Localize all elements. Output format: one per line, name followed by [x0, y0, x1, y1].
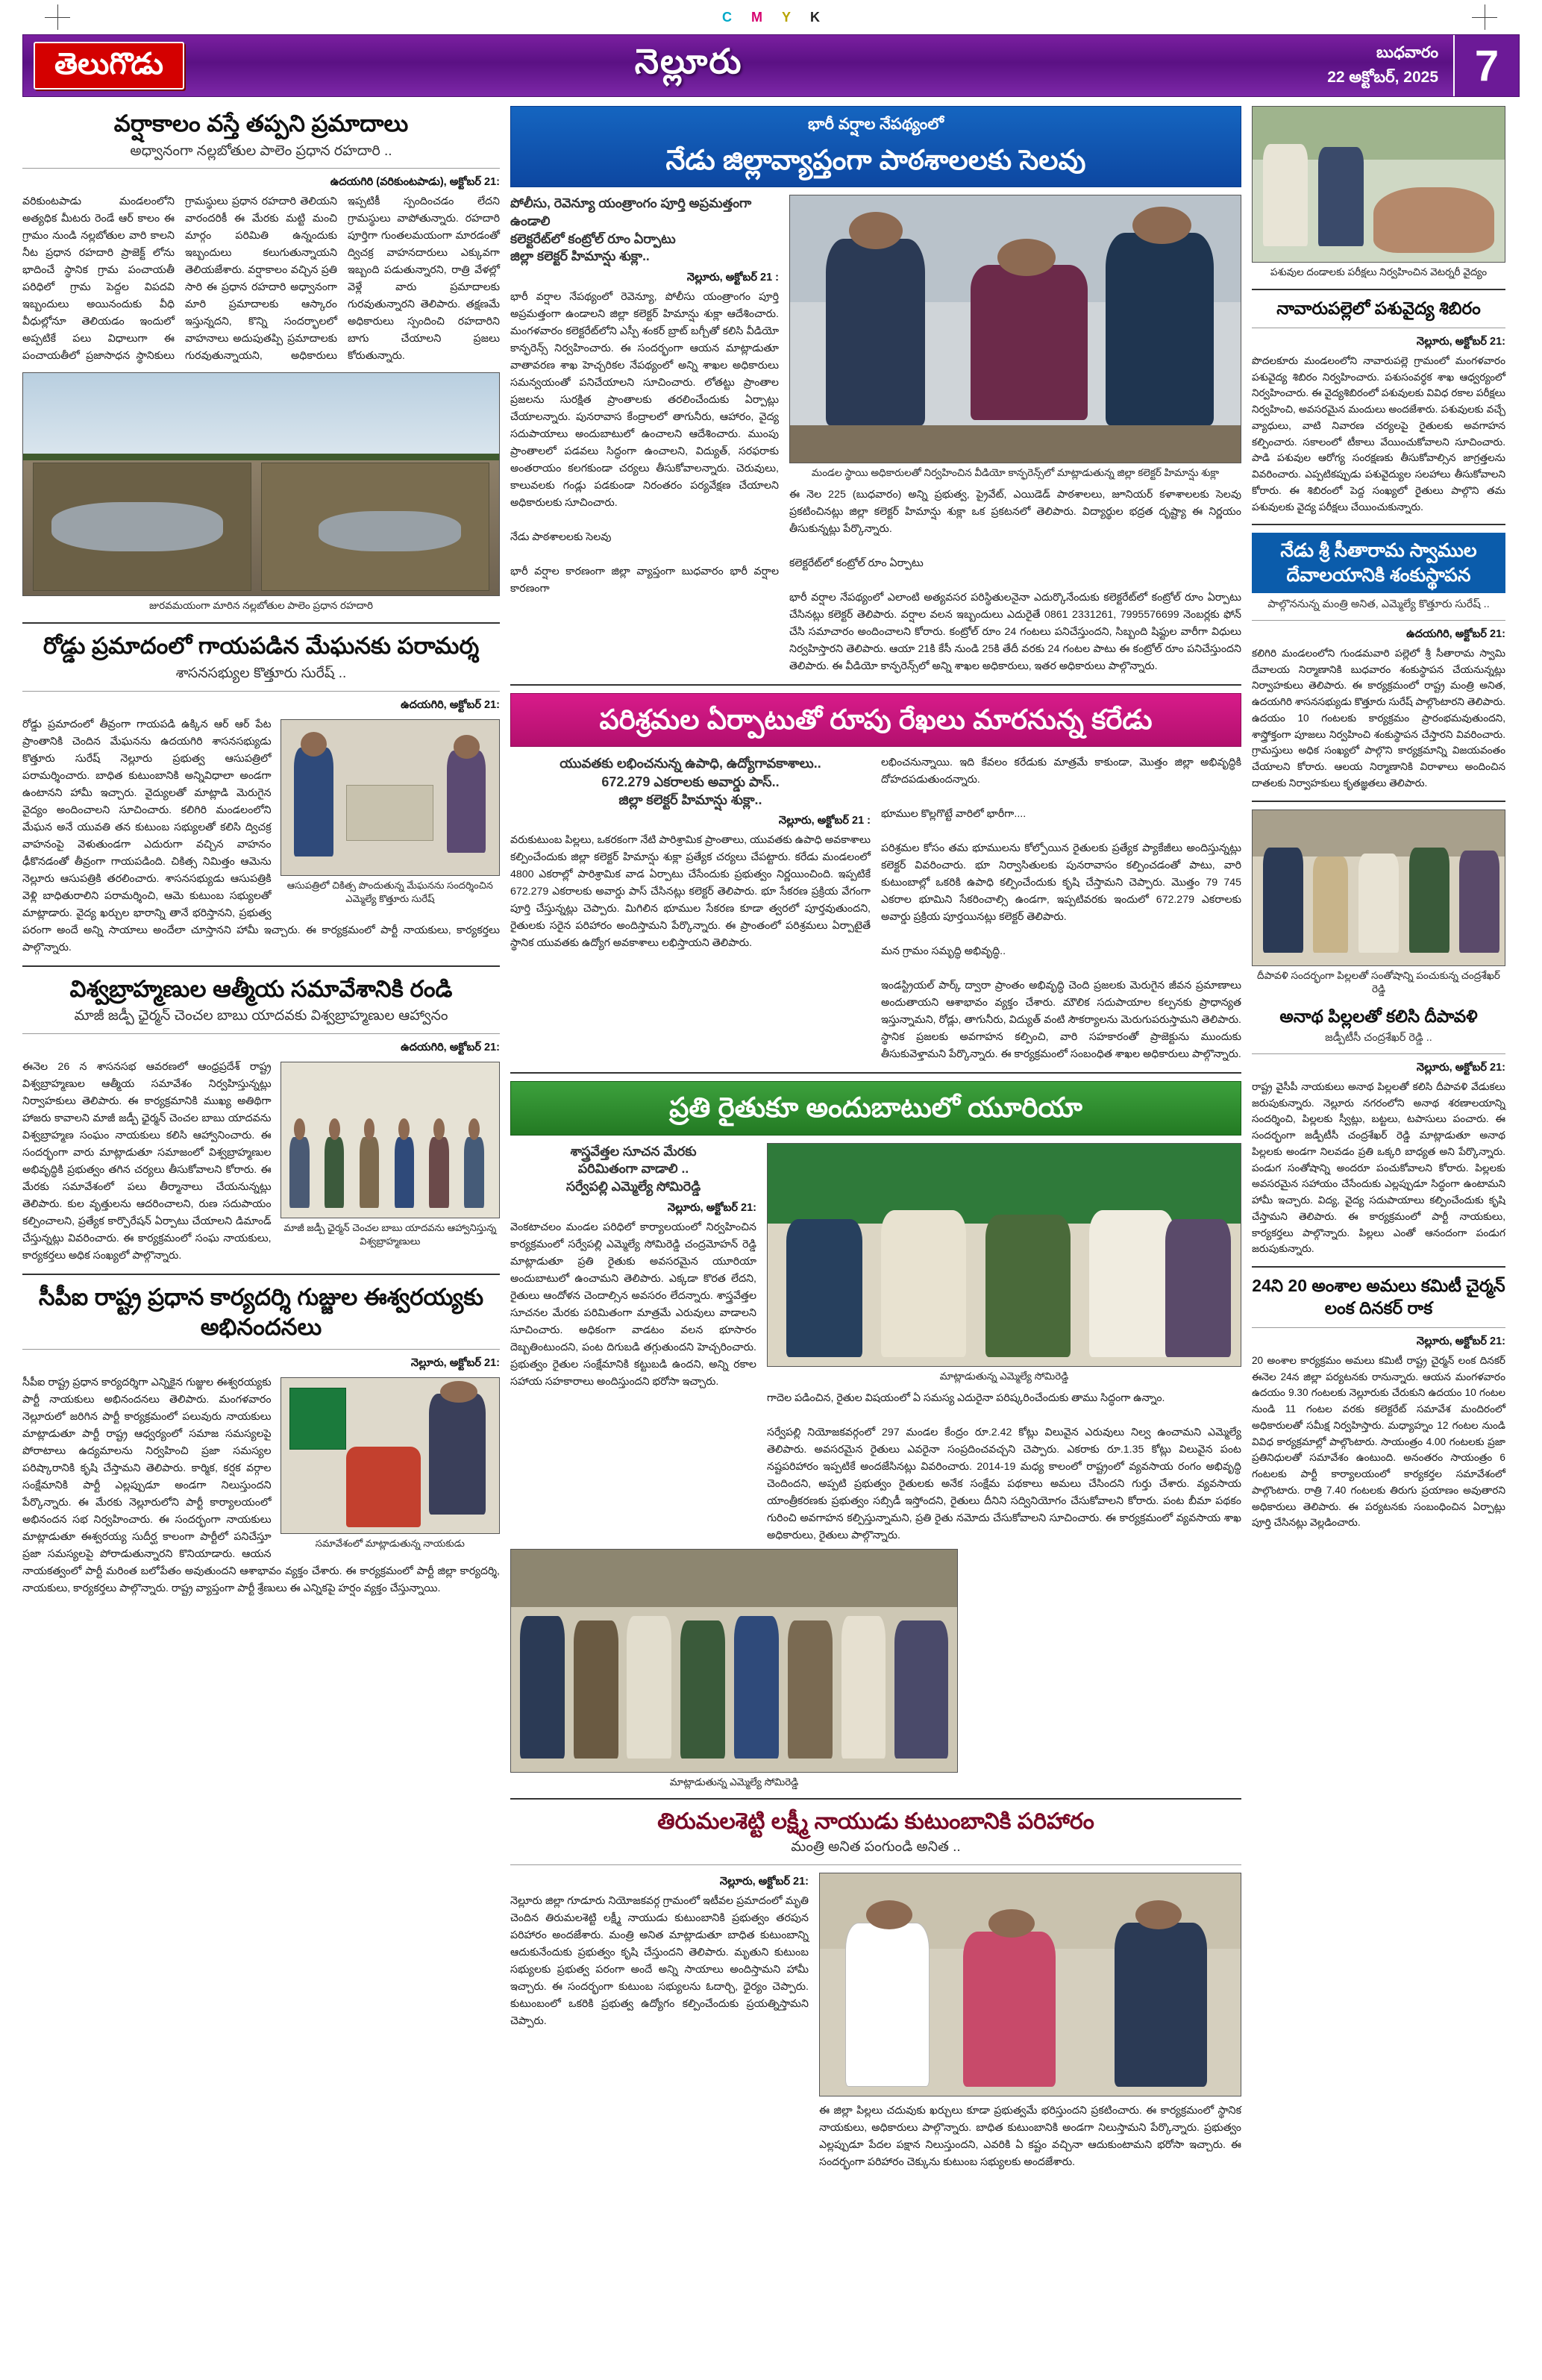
subheadline: పోలీసు, రెవెన్యూ యంత్రాంగం పూర్తి అప్రమత్తంగా ఉండాలి కలెక్టరేట్‌లో కంట్రోల్ రూం ఏర్పాటు జిల్లా కలెక్టర్ హిమాన్షు శుక్లా.. [510, 195, 752, 264]
article-body: కలిగిరి మండలంలోని గుండమవారి పల్లెలో శ్రీ సీతారామ స్వామి దేవాలయ నిర్మాణానికి బుధవారం శంకుస్థాపన చేయనున్నట్లు నిర్వాహకులు తెలిపారు. ఈ కార్యక్రమంలో రాష్ట్ర మంత్రి అనిత, ఉదయగిరి శాసనసభ్యుడు కొత్తూరు సురేష్ పాల్గొంటారని తెలిపారు. ఉదయం 10 గంటలకు కార్యక్రమం ప్రారంభమవుతుందని, శాస్త్రోక్తంగా పూజలు నిర్వహించి శంకుస్థాపన చేస్తారని వివరించారు. గ్రామస్తులు అధిక సంఖ్యలో పాల్గొని కార్యక్రమాన్ని విజయవంతం చేయాలని కోరారు. ఆలయ నిర్మాణానికి విరాళాలు అందించిన దాతలకు నిర్వాహకులు కృతజ్ఞతలు తెలిపారు. [1252, 647, 1505, 789]
subheadline: మంత్రి అనిత పంగుండి అనిత .. [791, 1839, 961, 1856]
headline: నావారుపల్లెలో పశువైద్య శిబిరం [1276, 298, 1481, 318]
headline: వర్షాకాలం వస్తే తప్పని ప్రమాదాలు [113, 110, 409, 137]
dateline: నెల్లూరు, అక్టోబర్ 21: [719, 1876, 809, 1888]
article-body: సీపీఐ రాష్ట్ర ప్రధాన కార్యదర్శిగా ఎన్నికైన గుజ్జుల ఈశ్వరయ్యకు పార్టీ నాయకులు అభినందనలు తెలిపారు. మంగళవారం నెల్లూరులో జరిగిన పార్టీ కార్యక్రమంలో పలువురు నాయకులు మాట్లాడుతూ పార్టీ రాష్ట్ర ఆధ్వర్యంలో సమాజ సమస్యలపై పోరాటాలు ఉద్యమాలను నిర్వహించి ప్రజా సమస్యల పరిష్కారానికి కృషి చేస్తామని తెలిపారు. కార్మిక, కర్షక వర్గాల సంక్షేమానికి పార్టీ ఎల్లప్పుడూ అండగా నిలుస్తుందని పేర్కొన్నారు. ఈ మేరకు నెల్లూరులోని పార్టీ కార్యాలయంలో అభినందన సభ నిర్వహించారు. ఈ సందర్భంగా నాయకులు మాట్లాడుతూ ఈశ్వరయ్య సుదీర్ఘ కాలంగా పార్టీలో పనిచేస్తూ ప్రజా సమస్యలపై పోరాడుతున్నారని కొనియాడారు. ఆయన నాయకత్వంలో పార్టీ మరింత బలోపేతం అవుతుందని ఆశాభావం వ్యక్తం చేశారు. ఈ కార్యక్రమంలో పార్టీ జిల్లా కార్యదర్శి, నాయకులు, కార్యకర్తలు పాల్గొన్నారు. రాష్ట్ర వ్యాప్తంగా పార్టీ శ్రేణులు ఈ ఎన్నికపై హర్షం వ్యక్తం చేస్తున్నాయి. [22, 1377, 500, 1595]
article-body-right: ఈ నెల 225 (బుధవారం) అన్ని ప్రభుత్వ, ప్రైవేట్, ఎయిడెడ్ పాఠశాలలు, జూనియర్ కళాశాలలకు సెలవు ప్రకటించినట్లు జిల్లా కలెక్టర్ హిమాన్షు శుక్లా ఒక ప్రకటనలో తెలిపారు. విద్యార్థుల భద్రత దృష్ట్యా ఈ నిర్ణయం తీసుకున్నట్లు పేర్కొన్నారు. కలెక్టరేట్‌లో కంట్రోల్ రూం ఏర్పాటు భారీ వర్షాల నేపథ్యంలో ఎలాంటి అత్యవసర పరిస్థితులనైనా ఎదుర్కొనేందుకు కలెక్టరేట్‌లో కంట్రోల్ రూం ఏర్పాటు చేసినట్లు కలెక్టర్ తెలిపారు. వర్షాల వలన ఇబ్బందులు ఎదురైతే 0861 2331261, 7995576699 నెంబర్లకు ఫోన్ చేసి సమాచారం అందించాలని కోరారు. కంట్రోల్ రూం 24 గంటలు పనిచేస్తుందని, సిబ్బంది షిఫ్టుల వారీగా విధులు నిర్వహిస్తారని తెలిపారు. ఆయా 21కి కేసీ నుండి 25కి తేదీ వరకు 24 గంటల పాటు ఈ కంట్రోల్ రూం పనిచేస్తుందని తెలిపారు. ఈ వీడియో కాన్ఫరెన్స్‌లో అన్ని శాఖల అధికారులు, ఇతర అధికారులు పాల్గొన్నారు. [789, 489, 1241, 673]
article-photo [280, 1377, 500, 1534]
column-left [22, 106, 500, 2171]
banner-headline: ప్రతి రైతుకూ అందుబాటులో యూరియా [669, 1092, 1082, 1124]
article-body-right: గాదెల పడించిన, రైతుల విషయంలో ఏ సమస్య ఎదురైనా పరిష్కరించేందుకు తాము సిద్ధంగా ఉన్నాం. సర్వేపల్లి నియోజకవర్గంలో 297 మండల కేంద్రం రూ.2.42 కోట్లు విలువైన ఎరువులు నిల్వ ఉంచామని ఎమ్మెల్యే తెలిపారు. అవసరమైన రైతులు ఎవరైనా సంప్రదించవచ్చని చెప్పారు. ఎకరాకు రూ.1.35 కోట్లు విలువైన పంట నష్టపరిహారం ఇప్పటికే అందజేసినట్లు వివరించారు. 2014-19 మధ్య కాలంలో రాష్ట్రంలో వ్యవసాయ రంగం అభివృద్ధి చెందిందని, అప్పటి ప్రభుత్వం రైతులకు అనేక సంక్షేమ పథకాలు అమలు చేసిందని గుర్తు చేశారు. వ్యవసాయ యాంత్రీకరణకు ప్రభుత్వం సబ్సిడీ ఇస్తోందని, రైతులు దీనిని సద్వినియోగం చేసుకోవాలని కోరారు. పంట బీమా పథకం గురించి అవగాహన కల్పిస్తున్నామని, ప్రతి రైతు నమోదు చేసుకోవాలని సూచించారు. ఈ కార్యక్రమంలో వ్యవసాయ శాఖ అధికారులు, రైతులు పాల్గొన్నారు. [767, 1391, 1241, 1541]
article-body: రాష్ట్ర వైసీపీ నాయకులు అనాథ పిల్లలతో కలిసి దీపావళి వేడుకలు జరుపుకున్నారు. నెల్లూరు నగరంలోని అనాథ శరణాలయాన్ని సందర్శించి, పిల్లలకు స్వీట్లు, బట్టలు, టపాసులు పంచారు. ఈ సందర్భంగా జడ్పీటీసీ చంద్రశేఖర్ రెడ్డి మాట్లాడుతూ అనాథ పిల్లలకు అండగా నిలవడం ప్రతి ఒక్కరి బాధ్యత అని పేర్కొన్నారు. పండుగ సంతోషాన్ని అందరూ పంచుకోవాలని కోరారు. పిల్లలకు అవసరమైన సహాయం చేసేందుకు ఎల్లప్పుడూ సిద్ధంగా ఉంటామని హామీ ఇచ్చారు. విద్య, వైద్య సదుపాయాలు కల్పించేందుకు కృషి చేస్తామని తెలిపారు. ఈ కార్యక్రమంలో పార్టీ నాయకులు, కార్యకర్తలు పాల్గొన్నారు. పిల్లలు ఎంతో ఆనందంగా పండుగ జరుపుకున్నారు. [1252, 1080, 1505, 1255]
dateline: నెల్లూరు, అక్టోబర్ 21: [1416, 1061, 1505, 1074]
cmyk-marks [722, 10, 820, 25]
article-photo [280, 1062, 500, 1218]
banner-headline: నేడు జిల్లావ్యాప్తంగా పాఠశాలలకు సెలవు [665, 145, 1086, 175]
lead-banner-schools-holiday [510, 106, 1241, 187]
subheadline: అధ్వానంగా నల్లబోతుల పాలెం ప్రధాన రహదారి .. [130, 143, 392, 159]
lead-photo-caption: మండల స్థాయి అధికారులతో నిర్వహించిన వీడియో కాన్ఫరెన్స్‌లో మాట్లాడుతున్న జిల్లా కలెక్టర్ హిమాన్షు శుక్లా [811, 467, 1220, 479]
subheadline: జడ్పీటీసీ చంద్రశేఖర్ రెడ్డి .. [1325, 1032, 1432, 1045]
dateline: నెల్లూరు, అక్టోబర్ 21 : [778, 815, 871, 827]
banner-urea-farmers [510, 1081, 1241, 1135]
photo-caption: మాట్లాడుతున్న ఎమ్మెల్యే సోమిరెడ్డి [669, 1776, 799, 1788]
masthead-date [1327, 41, 1453, 90]
photo-caption: దీపావళి సందర్భంగా పిల్లలతో సంతోషాన్ని పంచుకున్న చంద్రశేఖర్ రెడ్డి [1257, 969, 1500, 995]
dateline: ఉదయగిరి, అక్టోబర్ 21: [1406, 627, 1505, 640]
weekday: బుధవారం [1376, 44, 1438, 62]
article-body: ఈనెల 26 న శాసనసభ ఆవరణలో ఆంధ్రప్రదేశ్ రాష్ట్ర విశ్వబ్రాహ్మణుల ఆత్మీయ సమావేశం నిర్వహిస్తున్నట్లు నిర్వాహకులు తెలిపారు. ఈ కార్యక్రమానికి ముఖ్య అతిథిగా హాజరు కావాలని మాజీ జడ్పీ ఛైర్మన్ చెంచల బాబు యాదవను విశ్వబ్రాహ్మణ సంఘం నాయకులు కలిసి ఆహ్వానించారు. ఈ సందర్భంగా వారు మాట్లాడుతూ సమాజంలో విశ్వబ్రాహ్మణుల అభివృద్ధికి ప్రభుత్వం తగిన చర్యలు తీసుకోవాలని కోరారు. ఈ మేరకు సమావేశంలో పలు తీర్మానాలు చేయనున్నట్లు తెలిపారు. కుల వృత్తులను ఆదరించాలని, రుణ సదుపాయం కల్పించాలని, ప్రత్యేక కార్పొరేషన్ ఏర్పాటు చేయాలని డిమాండ్ చేస్తున్నట్లు వివరించారు. ఈ కార్యక్రమంలో సంఘ నాయకులు, కార్యకర్తలు అధిక సంఖ్యలో పాల్గొన్నారు. [22, 1060, 272, 1262]
article-body-left: భారీ వర్షాల నేపథ్యంలో రెవెన్యూ, పోలీసు యంత్రాంగం పూర్తి అప్రమత్తంగా ఉండాలని జిల్లా కలెక్టర్ హిమాన్షు శుక్లా ఆదేశించారు. మంగళవారం కలెక్టరేట్‌లోని ఎస్పీ శంకర్ బ్రాట్ బగ్చీతో కలిసి వీడియో కాన్ఫరెన్స్ నిర్వహించారు. ఈ సందర్భంగా ఆయన మాట్లాడుతూ వాతావరణ శాఖ హెచ్చరికల నేపథ్యంలో అన్ని శాఖల అధికారులు సమన్వయంతో పనిచేయాలని సూచించారు. లోతట్టు ప్రాంతాల ప్రజలను సురక్షిత ప్రాంతాలకు తరలించేందుకు ఏర్పాట్లు చేయాలన్నారు. పునరావాస కేంద్రాలలో తాగునీరు, ఆహారం, వైద్య సదుపాయాలు అందుబాటులో ఉంచాలని ఆదేశించారు. ముంపు ప్రాంతాలలో పడవలు సిద్ధంగా ఉంచాలని, విద్యుత్, సరఫరాకు అంతరాయం కలగకుండా చర్యలు తీసుకోవాలన్నారు. చెరువులు, కాలువలకు గండ్లు పడకుండా నిరంతరం పర్యవేక్షణ చేయాలని అధికారులకు సూచించారు. నేడు పాఠశాలలకు సెలవు భారీ వర్షాల కారణంగా జిల్లా వ్యాప్తంగా బుధవారం భారీ వర్షాల కారణంగా [510, 290, 779, 595]
dateline: నెల్లూరు, అక్టోబర్ 21 : [686, 271, 779, 284]
masthead [22, 34, 1520, 97]
story-industries-wrap [510, 754, 1241, 1063]
story-urea-wrap [510, 1143, 1241, 1544]
article-photo [280, 719, 500, 876]
crop-mark-right-icon [1472, 4, 1497, 30]
lead-story-wrap [510, 195, 1241, 675]
dateline: నెల్లూరు, అక్టోబర్ 21: [1416, 335, 1505, 348]
banner-headline: పరిశ్రమల ఏర్పాటుతో రూపు రేఖలు మారనున్న కరేడు [599, 704, 1153, 736]
dateline: ఉదయగిరి, అక్టోబర్ 21: [401, 1041, 500, 1053]
dateline: ఉదయగిరి (వరికుంటపాడు), అక్టోబర్ 21: [330, 176, 500, 189]
article-road-danger [22, 109, 500, 613]
date: 22 అక్టోబర్, 2025 [1327, 69, 1438, 86]
article-photo-wrap [280, 1062, 500, 1248]
headline: రోడ్డు ప్రమాదంలో గాయపడిన మేఘనకు పరామర్శ [43, 633, 480, 660]
subheadline: మాజీ జడ్పీ ఛైర్మన్ చెంచల బాబు యాదవకు విశ్వబ్రాహ్మణుల ఆహ్వానం [74, 1008, 448, 1024]
article-compensation [510, 1807, 1241, 2171]
article-body-right: ఈ జిల్లా పిల్లలు చదువుకు ఖర్చులు కూడా ప్రభుత్వమే భరిస్తుందని ప్రకటించారు. ఈ కార్యక్రమంలో స్థానిక నాయకులు, అధికారులు పాల్గొన్నారు. బాధిత కుటుంబానికి అండగా నిలుస్తామని పేర్కొన్నారు. ప్రభుత్వం ఎల్లప్పుడూ పేదల పక్షాన నిలుస్తుందని, ఎవరికి ఏ కష్టం వచ్చినా ఆదుకుంటామని భరోసా ఇచ్చారు. ఈ సందర్భంగా పరిహారం చెక్కును కుటుంబ సభ్యులకు అందజేశారు. [819, 2105, 1241, 2169]
photo-caption: మాట్లాడుతున్న ఎమ్మెల్యే సోమిరెడ్డి [939, 1370, 1069, 1382]
photo-caption: ఆసుపత్రిలో చికిత్స పొందుతున్న మేఘనను సందర్శించిన ఎమ్మెల్యే కొత్తూరు సురేష్ [286, 879, 493, 904]
article-accident-visit [22, 631, 500, 956]
article-photo [767, 1143, 1241, 1367]
photo-caption: మాజీ జడ్పీ ఛైర్మన్ చెంచల బాబు యాదవను ఆహ్వానిస్తున్న విశ్వబ్రాహ్మణులు [283, 1221, 497, 1247]
headline: అనాథ పిల్లలతో కలిసి దీపావళి [1279, 1006, 1478, 1027]
article-body-left: వరుకుటుంబ పిల్లలు, ఒకరకంగా నేటి పారిశ్రామిక ప్రాంతాలు, యువతకు ఉపాధి అవకాశాలు కల్పించేందుకు జిల్లా కలెక్టర్ హిమాన్షు శుక్లా ప్రత్యేక చర్యలు చేపట్టారు. కరేడు మండలంలో 4800 ఎకరాల్లో పారిశ్రామిక వాడ ఏర్పాటు చేసేందుకు ప్రభుత్వం నిర్ణయించింది. ఇప్పటికే 672.279 ఎకరాలకు అవార్డు పాస్ చేసినట్లు కలెక్టర్ తెలిపారు. భూ సేకరణ ప్రక్రియ వేగంగా పూర్తి చేస్తున్నట్లు చెప్పారు. మిగిలిన భూముల సేకరణ కూడా త్వరలో పూర్తవుతుందని, రైతులకు సరైన పరిహారం అందిస్తామని పేర్కొన్నారు. ఈ ప్రాంతంలో పరిశ్రమలు ఏర్పాటైతే స్థానిక యువతకు ఉద్యోగ అవకాశాలు లభిస్తాయని తెలిపారు. [510, 834, 871, 950]
article-body-left: వెంకటాచలం మండల పరిధిలో కార్యాలయంలో నిర్వహించిన కార్యక్రమంలో సర్వేపల్లి ఎమ్మెల్యే సోమిరెడ్డి చంద్రమోహన్ రెడ్డి మాట్లాడుతూ ప్రతి రైతుకు అవసరమైన యూరియా అందుబాటులో ఉంచామని తెలిపారు. ఎక్కడా కొరత లేదని, రైతులు ఆందోళన చెందాల్సిన అవసరం లేదన్నారు. శాస్త్రవేత్తల సూచనల మేరకు పరిమితంగా మాత్రమే ఎరువులు వాడాలని సూచించారు. అధికంగా వాడటం వలన భూసారం దెబ్బతింటుందని, పంట దిగుబడి తగ్గుతుందని హెచ్చరించారు. ప్రభుత్వం రైతుల సంక్షేమానికి కట్టుబడి ఉందని, అన్ని రకాల సహాయ సహకారాలు అందిస్తుందని భరోసా ఇచ్చారు. [510, 1221, 756, 1388]
dateline: నెల్లూరు, అక్టోబర్ 21: [410, 1357, 500, 1370]
photo-card-diwali [1252, 809, 1505, 998]
article-photo [1252, 106, 1505, 263]
lead-photo [789, 195, 1241, 463]
article-body: రోడ్డు ప్రమాదంలో తీవ్రంగా గాయపడి ఉక్కిన ఆర్ ఆర్ పేట ప్రాంతానికి చెందిన మేఘనను ఉదయగిరి శాసనసభ్యుడు కొత్తూరు సురేష్ నెల్లూరు ప్రభుత్వ ఆసుపత్రిలో పరామర్శించారు. బాధిత కుటుంబానికి అన్నివిధాలా అండగా ఉంటానని హామీ ఇచ్చారు. వైద్యులతో మాట్లాడి మెరుగైన వైద్యం అందించాలని సూచించారు. కలిగిరి మండలంలోని మేఘన అనే యువతి తన కుటుంబ సభ్యులతో కలిసి ద్విచక్ర వాహనంపై వెళుతుండగా ఎదురుగా వచ్చిన వాహనం ఢీకొనడంతో తీవ్రంగా గాయపడింది. చికిత్స నిమిత్తం ఆమెను నెల్లూరు ఆసుపత్రికి తరలించారు. శాసనసభ్యుడు ఆసుపత్రికి వెళ్లి బాధితురాలిని పరామర్శించి, ఆమె కుటుంబ సభ్యులతో మాట్లాడారు. వైద్య ఖర్చుల భారాన్ని తానే భరిస్తానని, ప్రభుత్వ పరంగా అందే అన్ని సాయాలు అందేలా చూస్తానని హామీ ఇచ్చారు. ఈ కార్యక్రమంలో పార్టీ నాయకులు, కార్యకర్తలు పాల్గొన్నారు. [22, 718, 500, 953]
article-photo [22, 372, 500, 596]
dateline: నెల్లూరు, అక్టోబర్ 21: [1416, 1335, 1505, 1347]
photo-card-veterinary [1252, 106, 1505, 280]
article-vishwabrahmana-meet [22, 974, 500, 1265]
article-temple-foundation [1252, 533, 1505, 791]
headline: సీపీఐ రాష్ట్ర ప్రధాన కార్యదర్శి గుజ్జుల ఈశ్వరయ్యకు అభినందనలు [38, 1283, 484, 1340]
publication-logo[interactable]: తెలుగొడు [34, 42, 184, 90]
article-vet-camp [1252, 298, 1505, 515]
story-urea-photo2-wrap [510, 1549, 1241, 1790]
article-body: 20 అంశాల కార్యక్రమం అమలు కమిటీ రాష్ట్ర చైర్మన్ లంక దినకర్ ఈనెల 24న జిల్లా పర్యటనకు రానున్నారు. ఆయన మంగళవారం ఉదయం 9.30 గంటలకు నెల్లూరుకు చేరుకుని ఉదయం 10 గంటల నుండి 11 గంటల వరకు కలెక్టరేట్ సమావేశ మందిరంలో అధికారులతో సమీక్ష నిర్వహిస్తారు. మధ్యాహ్నం 12 గంటల నుండి వివిధ కార్యక్రమాల్లో పాల్గొంటారు. సాయంత్రం 4.00 గంటలకు ప్రజా ప్రతినిధులతో సమావేశం ఉంటుంది. అనంతరం సాయంత్రం 6 గంటలకు పార్టీ కార్యాలయంలో కార్యకర్తల సమావేశంలో పాల్గొంటారు. రాత్రి 7.40 గంటలకు తిరుగు ప్రయాణం అవుతారని అధికారులు తెలిపారు. ఈ పర్యటనకు సంబంధించిన ఏర్పాట్లు పూర్తి చేసినట్లు వెల్లడించారు. [1252, 1354, 1505, 1529]
photo-caption: సమావేశంలో మాట్లాడుతున్న నాయకుడు [315, 1538, 465, 1550]
crop-mark-left-icon [45, 4, 70, 30]
column-middle [510, 106, 1241, 2171]
photo-caption: పశువుల దండాలకు పరీక్షలు నిర్వహించిన వెటర్నరీ వైద్యం [1270, 266, 1488, 278]
article-cpi-congratulations [22, 1283, 500, 1597]
article-photo [510, 1549, 958, 1773]
banner-industries-karedu [510, 693, 1241, 747]
column-right [1252, 106, 1505, 2171]
subheadline: యువతకు లభించనున్న ఉపాధి, ఉద్యోగావకాశాలు.. 672.279 ఎకరాలకు అవార్డు పాస్.. జిల్లా కలెక్టర్ హిమాన్షు శుక్లా.. [560, 756, 821, 807]
page-number: 7 [1453, 35, 1519, 96]
subheadline: శాస్త్రవేత్తల సూచన మేరకు పరిమితంగా వాడాలి .. సర్వేపల్లి ఎమ్మెల్యే సోమిరెడ్డి [565, 1143, 701, 1194]
article-committee-chairman-visit [1252, 1275, 1505, 1531]
cmyk-k: K [810, 9, 820, 25]
article-photo [1252, 809, 1505, 966]
edition-name: నెల్లూరు [634, 42, 743, 81]
subheadline: శాసనసభ్యుల కొత్తూరు సురేష్ .. [175, 665, 347, 681]
article-body: పొదలకూరు మండలంలోని నావారుపల్లె గ్రామంలో మంగళవారం పశువైద్య శిబిరం నిర్వహించారు. పశుసంవర్ధక శాఖ ఆధ్వర్యంలో నిర్వహించారు. ఈ వైద్యశిబిరంలో పశువులకు వివిధ రకాల పరీక్షలు నిర్వహించి, అవసరమైన మందులు అందజేశారు. పశువులకు వచ్చే వ్యాధులు, వాటి నివారణ చర్యలపై రైతులకు అవగాహన కల్పించారు. సకాలంలో టీకాలు వేయించుకోవాలని సూచించారు. పాడి పశువుల ఆరోగ్య సంరక్షణకు తీసుకోవాల్సిన జాగ్రత్తలను వివరించారు. ఎప్పటికప్పుడు పశువైద్యుల సలహాలు తీసుకోవాలని కోరారు. ఈ శిబిరంలో పెద్ద సంఖ్యలో రైతులు పాల్గొని తమ పశువులకు వైద్య పరీక్షలు చేయించుకున్నారు. [1252, 354, 1505, 513]
dateline: ఉదయగిరి, అక్టోబర్ 21: [401, 698, 500, 711]
registration-bar [0, 0, 1542, 34]
headline: విశ్వబ్రాహ్మణుల ఆత్మీయ సమావేశానికి రండి [69, 975, 453, 1002]
article-photo-wrap [280, 1377, 500, 1550]
page-grid [22, 106, 1520, 2171]
cmyk-y: Y [781, 9, 791, 25]
headline: నేడు శ్రీ సీతారామ స్వాముల దేవాలయానికి శంకుస్థాపన [1252, 533, 1505, 593]
article-body: వరికుంటపాడు మండలంలోని అత్యధిక మీటరు రెండే ఆర్ కాలం ఈ గ్రామం నుండి నల్లబోతుల వారి కాలని నీట ప్రధాన రహదారి ప్రాజెక్ట్ లోను భాదించే స్థానిక గ్రామ పంచాయతీ పరిధిలో గ్రామ పెద్దల విపదవి ఇబ్బందులు అయినందుకు వీధి వీధుల్లోనూ తెలియడం ఇందులో అప్పటికే పలు విధాలుగా ఈ పంచాయతీలో ప్రజాసాధన స్థానికులు గ్రామస్థులు ప్రధాన రహదారి తెలియని వారందరికీ ఈ మేరకు మట్టి మంచి మార్గం పరిమితి ఉన్నందుకు ఇబ్బందులు కలుగుతున్నాయని తెలియజేశారు. వర్షాకాలం వచ్చిన ప్రతి సారి ఈ ప్రధాన రహదారి అధ్వానంగా మారి ప్రమాదాలకు ఆస్కారం ఇస్తున్నదని, కొన్ని సందర్భాలలో వాహనాలు అదుపుతప్పి ప్రమాదాలకు గురవుతున్నాయని, అధికారులు ఇప్పటికీ స్పందించడం లేదని గ్రామస్థులు వాపోతున్నారు. రహదారి పూర్తిగా గుంతలమయంగా మారడంతో ద్విచక్ర వాహనదారులు ఎక్కువగా ఇబ్బంది పడుతున్నారని, రాత్రి వేళల్లో వెళ్లే వారు ప్రమాదాలకు గురవుతున్నారని తెలిపారు. తక్షణమే అధికారులు స్పందించి రహదారిని బాగు చేయాలని ప్రజలు కోరుతున్నారు. [22, 195, 500, 363]
dateline: నెల్లూరు, అక్టోబర్ 21: [667, 1201, 756, 1214]
article-orphan-diwali [1252, 1006, 1505, 1257]
article-body-right: లభించనున్నాయి. ఇది కేవలం కరేడుకు మాత్రమే కాకుండా, మొత్తం జిల్లా అభివృద్ధికి దోహదపడుతుందన్నారు. భూముల కొల్లగొట్టే వారిలో భారీగా.... పరిశ్రమల కోసం తమ భూములను కోల్పోయిన రైతులకు ప్రత్యేక ప్యాకేజీలు అందిస్తున్నట్లు కలెక్టర్ వివరించారు. భూ నిర్వాసితులకు పునరావాసం కల్పించడంతో పాటు, వారి కుటుంబాల్లో ఒకరికి ఉపాధి కల్పించేందుకు కృషి చేస్తామని చెప్పారు. మొత్తం 79 745 ఎకరాల భూమిని సేకరించాల్సి ఉండగా, ఇప్పటివరకు ఇందులో 672.279 ఎకరాలకు అవార్డు ప్రక్రియ పూర్తయినట్లు కలెక్టర్ తెలిపారు. మన గ్రామం సమృద్ధి అభివృద్ధి.. ఇండస్ట్రియల్ పార్క్ ద్వారా ప్రాంతం అభివృద్ధి చెంది ప్రజలకు మెరుగైన జీవన ప్రమాణాలు అందుతాయని ఆశాభావం వ్యక్తం చేశారు. మౌలిక సదుపాయాల కల్పనకు ప్రాధాన్యత ఇస్తున్నామని, రోడ్లు, తాగునీరు, విద్యుత్ వంటి సౌకర్యాలను మెరుగుపరుస్తామని తెలిపారు. స్థానిక ప్రజలకు అవగాహన కల్పించి, వారి సహకారంతో ప్రాజెక్టును ముందుకు తీసుకువెళ్తామని పేర్కొన్నారు. ఈ కార్యక్రమంలో సంబంధిత శాఖల అధికారులు పాల్గొన్నారు. [881, 757, 1241, 1061]
article-photo-wrap [280, 719, 500, 906]
article-photo [819, 1873, 1241, 2096]
cmyk-m: M [750, 9, 762, 25]
headline: తిరుమలశెట్టి లక్ష్మీ నాయుడు కుటుంబానికి పరిహారం [657, 1809, 1094, 1835]
headline: 24ని 20 అంశాల అమలు కమిటీ చైర్మన్ లంక దినకర్ రాక [1252, 1276, 1505, 1318]
photo-caption: జురవమయంగా మారిన నల్లబోతుల పాలెం ప్రధాన రహదారి [149, 600, 373, 612]
cmyk-c: C [721, 9, 732, 25]
article-body-left: నెల్లూరు జిల్లా గూడూరు నియోజకవర్గ గ్రామంలో ఇటీవల ప్రమాదంలో మృతి చెందిన తిరుమలశెట్టి లక్ష్మీ నాయుడు కుటుంబానికి ప్రభుత్వం తరపున పరిహారం అందజేశారు. మంత్రి అనిత మాట్లాడుతూ బాధిత కుటుంబాన్ని ఆదుకునేందుకు ప్రభుత్వం కృషి చేస్తుందని తెలిపారు. మృతుని కుటుంబ సభ్యులకు ప్రభుత్వ పరంగా అందే అన్ని సాయాలు అందిస్తామని హామీ ఇచ్చారు. ఈ సందర్భంగా కుటుంబ సభ్యులను ఓదార్చి, ధైర్యం చెప్పారు. కుటుంబంలో ఒకరికి ప్రభుత్వ ఉద్యోగం కల్పించేందుకు ప్రయత్నిస్తామని చెప్పారు. [510, 1895, 809, 2028]
banner-kicker: భారీ వర్షాల నేపథ్యంలో [808, 116, 944, 133]
subheadline: పాల్గొననున్న మంత్రి అనిత, ఎమ్మెల్యే కొత్తూరు సురేష్ .. [1267, 598, 1490, 611]
